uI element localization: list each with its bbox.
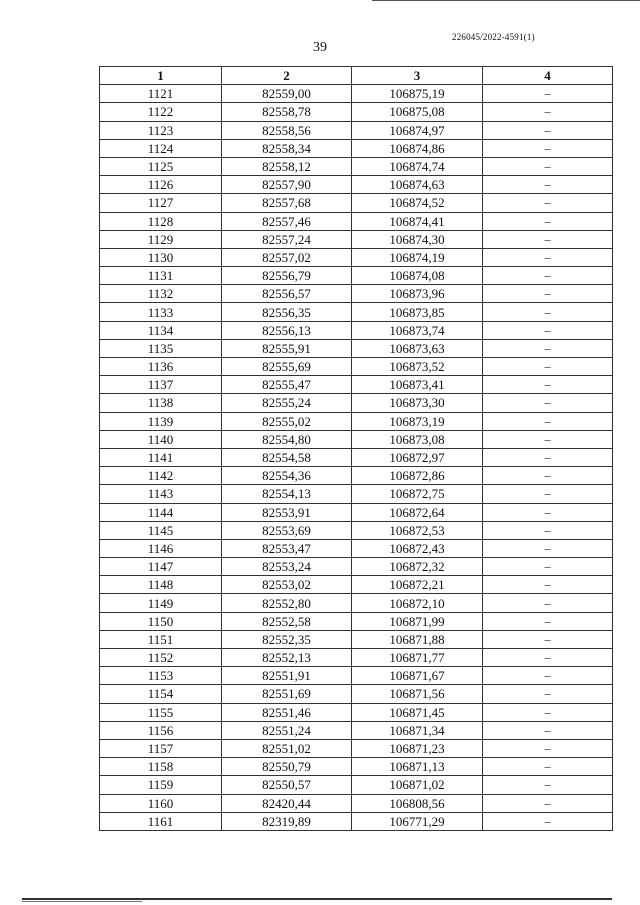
coordinate-y-cell: 106872,64 [352, 503, 483, 521]
row-number-cell: 1159 [100, 776, 222, 794]
table-body [100, 85, 613, 831]
coordinate-x-cell: 82319,89 [222, 812, 352, 830]
coordinate-y-cell: 106871,88 [352, 630, 483, 648]
table-row [100, 758, 613, 776]
table-row [100, 358, 613, 376]
row-number-cell: 1125 [100, 157, 222, 175]
row-number-cell: 1158 [100, 758, 222, 776]
coordinate-x-cell: 82556,13 [222, 321, 352, 339]
table-row [100, 721, 613, 739]
coordinate-y-cell: 106771,29 [352, 812, 483, 830]
row-number-cell: 1145 [100, 521, 222, 539]
table-row [100, 594, 613, 612]
row-number-cell: 1132 [100, 285, 222, 303]
coordinate-y-cell: 106873,96 [352, 285, 483, 303]
row-number-cell: 1137 [100, 376, 222, 394]
coordinate-x-cell: 82553,24 [222, 558, 352, 576]
note-cell: – [483, 521, 613, 539]
row-number-cell: 1150 [100, 612, 222, 630]
note-cell: – [483, 139, 613, 157]
table-row [100, 612, 613, 630]
note-cell: – [483, 721, 613, 739]
note-cell: – [483, 394, 613, 412]
row-number-cell: 1144 [100, 503, 222, 521]
coordinate-y-cell: 106871,99 [352, 612, 483, 630]
table-row [100, 794, 613, 812]
row-number-cell: 1147 [100, 558, 222, 576]
row-number-cell: 1149 [100, 594, 222, 612]
coordinate-y-cell: 106873,63 [352, 339, 483, 357]
coordinate-x-cell: 82552,35 [222, 630, 352, 648]
row-number-cell: 1160 [100, 794, 222, 812]
row-number-cell: 1121 [100, 85, 222, 103]
page-number: 39 [313, 40, 327, 55]
note-cell: – [483, 630, 613, 648]
note-cell: – [483, 248, 613, 266]
coordinate-x-cell: 82551,02 [222, 739, 352, 757]
top-rule [372, 0, 640, 1]
row-number-cell: 1143 [100, 485, 222, 503]
coordinate-x-cell: 82550,57 [222, 776, 352, 794]
note-cell: – [483, 649, 613, 667]
table-row [100, 448, 613, 466]
table-row [100, 558, 613, 576]
note-cell: – [483, 667, 613, 685]
coordinate-y-cell: 106873,19 [352, 412, 483, 430]
row-number-cell: 1124 [100, 139, 222, 157]
note-cell: – [483, 339, 613, 357]
coordinate-y-cell: 106871,77 [352, 649, 483, 667]
note-cell: – [483, 303, 613, 321]
coordinate-x-cell: 82553,69 [222, 521, 352, 539]
coordinate-x-cell: 82550,79 [222, 758, 352, 776]
coordinate-y-cell: 106874,41 [352, 212, 483, 230]
coordinate-x-cell: 82555,47 [222, 376, 352, 394]
note-cell: – [483, 703, 613, 721]
coordinate-x-cell: 82557,46 [222, 212, 352, 230]
coordinate-y-cell: 106875,08 [352, 103, 483, 121]
coordinate-y-cell: 106871,13 [352, 758, 483, 776]
row-number-cell: 1154 [100, 685, 222, 703]
coordinate-y-cell: 106871,67 [352, 667, 483, 685]
row-number-cell: 1156 [100, 721, 222, 739]
table-row [100, 649, 613, 667]
coordinate-x-cell: 82554,58 [222, 448, 352, 466]
note-cell: – [483, 121, 613, 139]
coordinate-x-cell: 82558,34 [222, 139, 352, 157]
coordinate-x-cell: 82555,24 [222, 394, 352, 412]
table-row [100, 85, 613, 103]
note-cell: – [483, 467, 613, 485]
table-row [100, 539, 613, 557]
table-row [100, 194, 613, 212]
coordinate-x-cell: 82551,24 [222, 721, 352, 739]
row-number-cell: 1122 [100, 103, 222, 121]
coordinate-x-cell: 82556,57 [222, 285, 352, 303]
coordinate-x-cell: 82554,13 [222, 485, 352, 503]
coordinate-x-cell: 82557,02 [222, 248, 352, 266]
coordinate-y-cell: 106874,97 [352, 121, 483, 139]
note-cell: – [483, 230, 613, 248]
coordinate-y-cell: 106874,86 [352, 139, 483, 157]
column-header: 3 [352, 67, 483, 85]
table-row [100, 139, 613, 157]
table-row [100, 157, 613, 175]
note-cell: – [483, 103, 613, 121]
column-header: 2 [222, 67, 352, 85]
row-number-cell: 1129 [100, 230, 222, 248]
row-number-cell: 1153 [100, 667, 222, 685]
table-row [100, 394, 613, 412]
table-row [100, 739, 613, 757]
note-cell: – [483, 285, 613, 303]
note-cell: – [483, 85, 613, 103]
note-cell: – [483, 358, 613, 376]
table-row [100, 576, 613, 594]
coordinate-x-cell: 82553,91 [222, 503, 352, 521]
note-cell: – [483, 485, 613, 503]
row-number-cell: 1146 [100, 539, 222, 557]
coordinate-y-cell: 106872,43 [352, 539, 483, 557]
note-cell: – [483, 503, 613, 521]
row-number-cell: 1123 [100, 121, 222, 139]
note-cell: – [483, 212, 613, 230]
note-cell: – [483, 612, 613, 630]
coordinate-y-cell: 106873,41 [352, 376, 483, 394]
note-cell: – [483, 812, 613, 830]
row-number-cell: 1138 [100, 394, 222, 412]
table-row [100, 630, 613, 648]
row-number-cell: 1142 [100, 467, 222, 485]
note-cell: – [483, 448, 613, 466]
table-row [100, 430, 613, 448]
column-header: 4 [483, 67, 613, 85]
coordinate-y-cell: 106873,85 [352, 303, 483, 321]
coordinate-y-cell: 106872,75 [352, 485, 483, 503]
table-row [100, 503, 613, 521]
coordinate-y-cell: 106874,52 [352, 194, 483, 212]
note-cell: – [483, 576, 613, 594]
coordinate-x-cell: 82558,78 [222, 103, 352, 121]
table-row [100, 376, 613, 394]
coordinate-y-cell: 106872,97 [352, 448, 483, 466]
document-id: 226045/2022-4591(1) [452, 32, 535, 42]
coordinate-y-cell: 106871,45 [352, 703, 483, 721]
table-row [100, 667, 613, 685]
table-row [100, 339, 613, 357]
coordinate-y-cell: 106873,52 [352, 358, 483, 376]
coordinate-y-cell: 106808,56 [352, 794, 483, 812]
coordinate-x-cell: 82552,80 [222, 594, 352, 612]
row-number-cell: 1155 [100, 703, 222, 721]
note-cell: – [483, 321, 613, 339]
coordinate-x-cell: 82556,79 [222, 267, 352, 285]
row-number-cell: 1151 [100, 630, 222, 648]
table-row [100, 703, 613, 721]
coordinate-y-cell: 106873,74 [352, 321, 483, 339]
coordinates-table [99, 66, 613, 831]
row-number-cell: 1141 [100, 448, 222, 466]
table-row [100, 521, 613, 539]
note-cell: – [483, 376, 613, 394]
row-number-cell: 1157 [100, 739, 222, 757]
coordinate-y-cell: 106871,02 [352, 776, 483, 794]
table-row [100, 485, 613, 503]
coordinate-y-cell: 106874,63 [352, 176, 483, 194]
note-cell: – [483, 794, 613, 812]
row-number-cell: 1127 [100, 194, 222, 212]
row-number-cell: 1140 [100, 430, 222, 448]
row-number-cell: 1130 [100, 248, 222, 266]
coordinate-y-cell: 106874,74 [352, 157, 483, 175]
bottom-rule [22, 898, 612, 900]
row-number-cell: 1136 [100, 358, 222, 376]
table-row [100, 303, 613, 321]
coordinate-x-cell: 82553,02 [222, 576, 352, 594]
coordinate-x-cell: 82557,24 [222, 230, 352, 248]
row-number-cell: 1135 [100, 339, 222, 357]
coordinate-y-cell: 106872,21 [352, 576, 483, 594]
coordinate-x-cell: 82554,80 [222, 430, 352, 448]
coordinate-x-cell: 82552,13 [222, 649, 352, 667]
coordinate-x-cell: 82551,46 [222, 703, 352, 721]
coordinate-x-cell: 82554,36 [222, 467, 352, 485]
row-number-cell: 1139 [100, 412, 222, 430]
note-cell: – [483, 194, 613, 212]
coordinate-x-cell: 82555,02 [222, 412, 352, 430]
table-row [100, 467, 613, 485]
note-cell: – [483, 412, 613, 430]
coordinate-y-cell: 106874,08 [352, 267, 483, 285]
note-cell: – [483, 539, 613, 557]
row-number-cell: 1126 [100, 176, 222, 194]
coordinate-y-cell: 106871,56 [352, 685, 483, 703]
note-cell: – [483, 776, 613, 794]
coordinate-y-cell: 106872,10 [352, 594, 483, 612]
coordinate-y-cell: 106872,53 [352, 521, 483, 539]
note-cell: – [483, 176, 613, 194]
bottom-rule-short [22, 901, 142, 902]
coordinate-x-cell: 82552,58 [222, 612, 352, 630]
coordinate-x-cell: 82553,47 [222, 539, 352, 557]
table-row [100, 212, 613, 230]
table-row [100, 248, 613, 266]
coordinate-y-cell: 106874,19 [352, 248, 483, 266]
coordinate-y-cell: 106872,32 [352, 558, 483, 576]
table-row [100, 321, 613, 339]
coordinate-x-cell: 82556,35 [222, 303, 352, 321]
row-number-cell: 1133 [100, 303, 222, 321]
table-row [100, 412, 613, 430]
note-cell: – [483, 739, 613, 757]
coordinate-x-cell: 82551,91 [222, 667, 352, 685]
table-row [100, 267, 613, 285]
coordinate-y-cell: 106873,08 [352, 430, 483, 448]
row-number-cell: 1152 [100, 649, 222, 667]
note-cell: – [483, 558, 613, 576]
coordinate-x-cell: 82555,91 [222, 339, 352, 357]
table-header-row [100, 67, 613, 85]
note-cell: – [483, 685, 613, 703]
note-cell: – [483, 430, 613, 448]
coordinate-x-cell: 82420,44 [222, 794, 352, 812]
coordinate-y-cell: 106874,30 [352, 230, 483, 248]
table-row [100, 812, 613, 830]
table-row [100, 285, 613, 303]
table-row [100, 776, 613, 794]
table-row [100, 103, 613, 121]
table-row [100, 176, 613, 194]
note-cell: – [483, 267, 613, 285]
coordinate-y-cell: 106875,19 [352, 85, 483, 103]
note-cell: – [483, 758, 613, 776]
table-row [100, 230, 613, 248]
coordinate-y-cell: 106871,23 [352, 739, 483, 757]
coordinate-x-cell: 82559,00 [222, 85, 352, 103]
coordinate-y-cell: 106871,34 [352, 721, 483, 739]
row-number-cell: 1128 [100, 212, 222, 230]
note-cell: – [483, 157, 613, 175]
row-number-cell: 1134 [100, 321, 222, 339]
row-number-cell: 1161 [100, 812, 222, 830]
table-row [100, 121, 613, 139]
row-number-cell: 1148 [100, 576, 222, 594]
column-header: 1 [100, 67, 222, 85]
coordinate-x-cell: 82551,69 [222, 685, 352, 703]
coordinate-y-cell: 106872,86 [352, 467, 483, 485]
coordinate-x-cell: 82558,56 [222, 121, 352, 139]
row-number-cell: 1131 [100, 267, 222, 285]
coordinate-y-cell: 106873,30 [352, 394, 483, 412]
coordinate-x-cell: 82557,68 [222, 194, 352, 212]
coordinate-x-cell: 82555,69 [222, 358, 352, 376]
coordinate-x-cell: 82557,90 [222, 176, 352, 194]
coordinate-x-cell: 82558,12 [222, 157, 352, 175]
note-cell: – [483, 594, 613, 612]
table-row [100, 685, 613, 703]
